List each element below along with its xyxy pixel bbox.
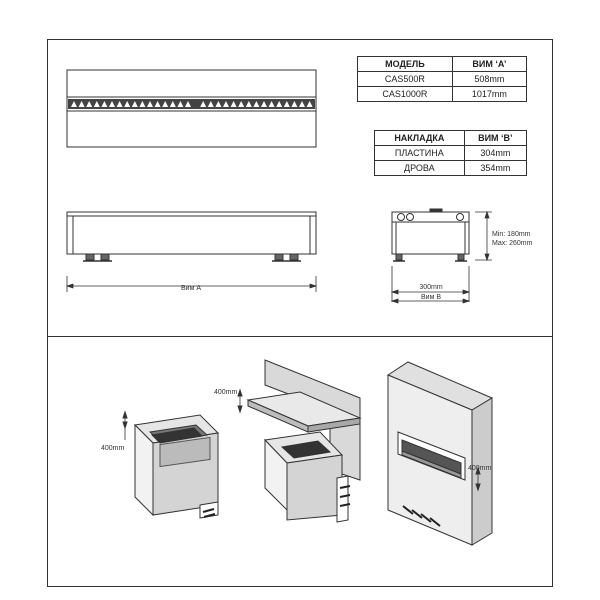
overlay-width: 354mm <box>464 161 526 176</box>
installation-freestanding <box>123 412 218 518</box>
dimension-a-label: Вим A <box>180 285 202 292</box>
model-name: CAS1000R <box>358 87 453 102</box>
installation-under-shelf <box>238 360 360 522</box>
model-name: CAS500R <box>358 72 453 87</box>
overlay-name: ПЛАСТИНА <box>375 146 465 161</box>
height-min-label: Min: 180mm <box>492 231 531 238</box>
clearance-label-1: 400mm <box>101 445 125 452</box>
clearance-label-2: 400mm <box>214 389 238 396</box>
height-max-label: Max: 260mm <box>492 240 533 247</box>
overlay-name: ДРОВА <box>375 161 465 176</box>
depth-label: 300mm <box>419 284 443 291</box>
overlay-header: НАКЛАДКА <box>375 131 465 146</box>
installation-built-in <box>388 362 492 545</box>
model-width: 1017mm <box>452 87 526 102</box>
width-b-label: Вим B <box>420 294 442 301</box>
model-width: 508mm <box>452 72 526 87</box>
overlay-width: 304mm <box>464 146 526 161</box>
model-header: МОДЕЛЬ <box>358 57 453 72</box>
dim-b-header: ВИМ ‘B’ <box>464 131 526 146</box>
clearance-label-3: 400mm <box>468 465 492 472</box>
dim-a-header: ВИМ ‘A’ <box>452 57 526 72</box>
